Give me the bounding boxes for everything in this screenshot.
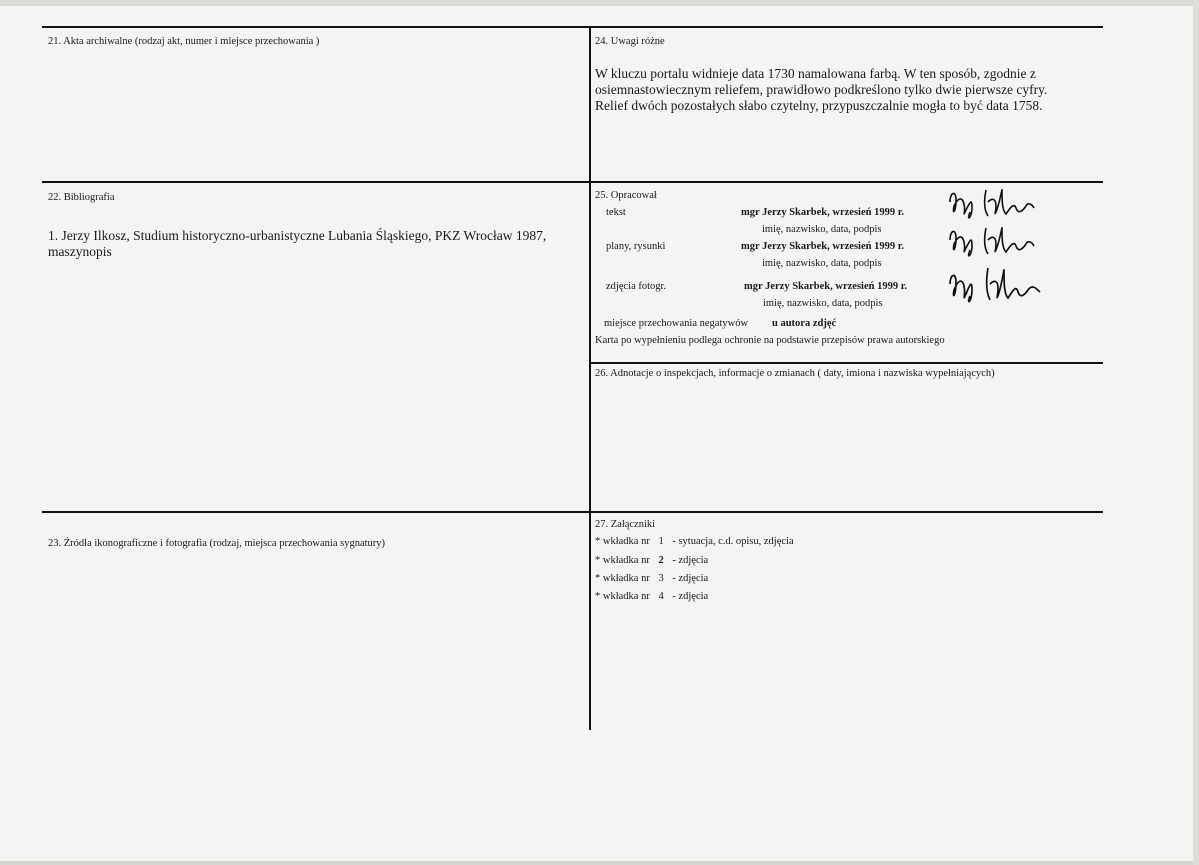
section-21-label: 21. Akta archiwalne (rodzaj akt, numer i miejsce przechowania ) <box>48 36 320 47</box>
prepared-caption-text: imię, nazwisko, data, podpis <box>762 224 882 235</box>
prepared-author-text: mgr Jerzy Skarbek, wrzesień 1999 r. <box>741 207 905 218</box>
remarks-line-1: W kluczu portalu widnieje data 1730 namalowana farbą. W ten sposób, zgodnie z <box>595 66 1036 81</box>
attachment-description: - zdjęcia <box>672 555 709 566</box>
bibliography-line-2: maszynopis <box>48 244 112 259</box>
bibliography-line-1: 1. Jerzy Ilkosz, Studium historyczno-urbanistyczne Lubania Śląskiego, PKZ Wrocław 1987, <box>48 228 547 243</box>
section-22-label: 22. Bibliografia <box>48 192 115 203</box>
divider-left-1 <box>42 181 590 183</box>
attachment-item <box>595 591 708 602</box>
attachment-item <box>595 573 708 584</box>
divider-right-3 <box>590 511 1103 513</box>
attachment-description: - sytuacja, c.d. opisu, zdjęcia <box>672 536 794 547</box>
divider-top-left <box>42 26 590 28</box>
attachment-number: 3 <box>658 573 664 584</box>
remarks-line-3: Relief dwóch pozostałych słabo czytelny, przypuszczalnie mogła to być data 1758. <box>595 98 1043 113</box>
attachment-number: 1 <box>658 536 664 547</box>
section-27-label: 27. Załączniki <box>595 519 656 530</box>
negatives-label: miejsce przechowania negatywów <box>604 318 749 329</box>
section-25-label: 25. Opracował <box>595 190 657 201</box>
scan-edge-right <box>1193 0 1199 865</box>
divider-vertical <box>589 26 591 730</box>
divider-left-2 <box>42 511 590 513</box>
prepared-field-plans: plany, rysunki <box>606 241 666 252</box>
scan-edge-bottom <box>0 861 1199 865</box>
section-26-label: 26. Adnotacje o inspekcjach, informacje o zmianach ( daty, imiona i nazwiska wypełniających) <box>595 368 995 379</box>
attachment-number: 2 <box>658 555 664 566</box>
divider-top-right <box>590 26 1103 28</box>
copyright-note: Karta po wypełnieniu podlega ochronie na podstawie przepisów prawa autorskiego <box>595 335 945 346</box>
prepared-caption-photos: imię, nazwisko, data, podpis <box>763 298 883 309</box>
prepared-caption-plans: imię, nazwisko, data, podpis <box>762 258 882 269</box>
divider-right-2 <box>590 362 1103 364</box>
attachment-number: 4 <box>658 591 664 602</box>
signature-3 <box>944 262 1054 312</box>
signature-2 <box>944 220 1044 264</box>
attachment-prefix: * wkładka nr <box>595 591 650 602</box>
scan-edge-top <box>0 0 1199 6</box>
prepared-author-photos: mgr Jerzy Skarbek, wrzesień 1999 r. <box>744 281 908 292</box>
remarks-text <box>595 66 1100 114</box>
attachment-description: - zdjęcia <box>672 591 709 602</box>
section-23-label: 23. Źródła ikonograficzne i fotografia (rodzaj, miejsca przechowania sygnatury) <box>48 538 386 549</box>
attachment-prefix: * wkładka nr <box>595 555 650 566</box>
bibliography-entry <box>48 228 588 260</box>
section-24-label: 24. Uwagi różne <box>595 36 665 47</box>
attachment-item <box>595 536 794 547</box>
prepared-field-photos: zdjęcia fotogr. <box>606 281 667 292</box>
attachment-description: - zdjęcia <box>672 573 709 584</box>
negatives-value: u autora zdjęć <box>772 318 837 329</box>
remarks-line-2: osiemnastowiecznym reliefem, prawidłowo podkreślono tylko dwie pierwsze cyfry. <box>595 82 1048 97</box>
attachment-prefix: * wkładka nr <box>595 536 650 547</box>
prepared-field-text: tekst <box>606 207 626 218</box>
attachment-prefix: * wkładka nr <box>595 573 650 584</box>
prepared-author-plans: mgr Jerzy Skarbek, wrzesień 1999 r. <box>741 241 905 252</box>
attachment-item <box>595 555 708 566</box>
